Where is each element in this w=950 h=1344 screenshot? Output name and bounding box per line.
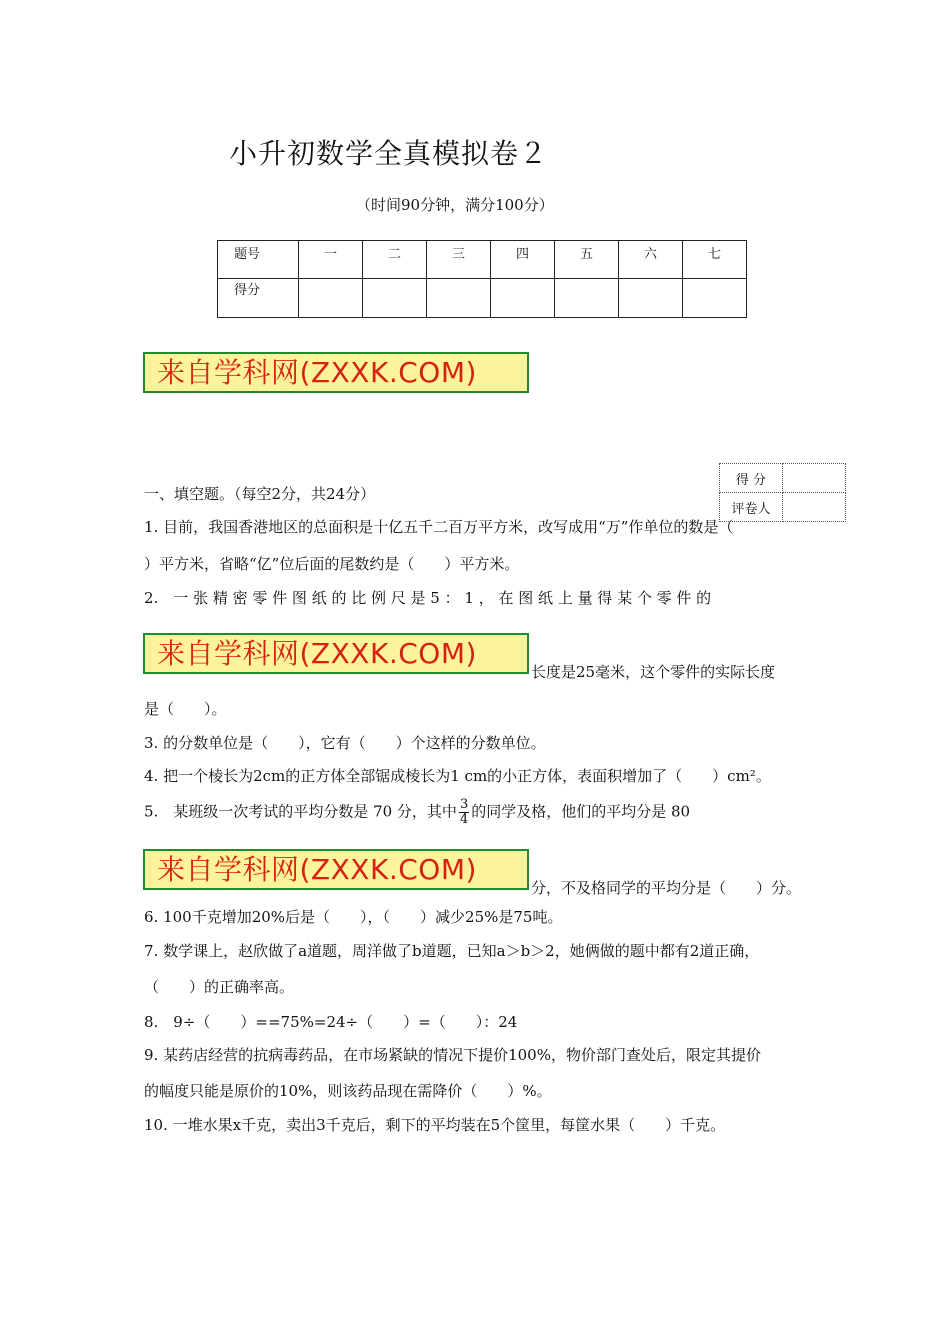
- grader-score-label: 得 分: [720, 464, 783, 493]
- watermark-banner: 来自学科网(ZXXK.COM): [143, 633, 529, 674]
- page-subtitle: （时间90分钟，满分100分）: [356, 196, 554, 214]
- score-cell: [491, 279, 555, 318]
- grader-name-cell: [783, 493, 846, 522]
- score-table-score-row: [218, 279, 747, 318]
- question-5-text-before: 5. 某班级一次考试的平均分数是 70 分，其中: [144, 802, 457, 821]
- question-9-line-2: 的幅度只能是原价的10%，则该药品现在需降价（ ）%。: [144, 1082, 552, 1100]
- grader-name-label: 评卷人: [720, 493, 783, 522]
- watermark-banner: 来自学科网(ZXXK.COM): [143, 352, 529, 393]
- score-table: [217, 240, 747, 318]
- fraction-three-quarters: [459, 798, 469, 827]
- question-3: 3. 的分数单位是（ ），它有（ ）个这样的分数单位。: [144, 734, 546, 752]
- question-2-line-1: 2. 一 张 精 密 零 件 图 纸 的 比 例 尺 是 5 ： 1 ， 在 图 纸 上 量 得 某 个 零 件 的: [144, 589, 712, 607]
- score-cell: [555, 279, 619, 318]
- score-table-row2-label: 得分: [218, 279, 299, 318]
- question-4: 4. 把一个棱长为2cm的正方体全部锯成棱长为1 cm的小正方体，表面积增加了（ ）cm²。: [144, 767, 771, 785]
- question-2-line-2: 长度是25毫米，这个零件的实际长度: [531, 663, 776, 681]
- question-8: 8. 9÷（ ）==75%=24÷（ ）=（ ）：24: [144, 1013, 518, 1031]
- question-5-text-after: 的同学及格，他们的平均分是 80: [471, 802, 691, 821]
- fraction-denominator: 4: [459, 812, 469, 827]
- question-1-line-1: 1. 目前，我国香港地区的总面积是十亿五千二百万平方米，改写成用“万”作单位的数是（: [144, 518, 734, 536]
- question-5-line-1: [144, 798, 690, 827]
- score-table-col-1: 一: [299, 241, 363, 279]
- score-cell: [619, 279, 683, 318]
- question-5-line-2: 分，不及格同学的平均分是（ ）分。: [531, 879, 802, 897]
- grader-score-cell: [783, 464, 846, 493]
- score-cell: [683, 279, 747, 318]
- fraction-numerator: 3: [459, 797, 469, 812]
- score-table-col-4: 四: [491, 241, 555, 279]
- score-table-row1-label: 题号: [218, 241, 299, 279]
- question-7-line-1: 7. 数学课上，赵欣做了a道题，周洋做了b道题，已知a＞b＞2，她俩做的题中都有2道正确，: [144, 942, 760, 960]
- question-10: 10. 一堆水果x千克，卖出3千克后，剩下的平均装在5个筐里，每筐水果（ ）千克。: [144, 1116, 726, 1134]
- question-1-line-2: ）平方米，省略“亿”位后面的尾数约是（ ）平方米。: [144, 555, 520, 573]
- score-cell: [427, 279, 491, 318]
- score-table-header-row: [218, 241, 747, 279]
- section-heading: 一、填空题。（每空2分，共24分）: [144, 485, 376, 503]
- score-table-col-2: 二: [363, 241, 427, 279]
- grader-box: [719, 463, 846, 522]
- score-cell: [363, 279, 427, 318]
- score-table-col-7: 七: [683, 241, 747, 279]
- score-table-col-6: 六: [619, 241, 683, 279]
- score-table-col-3: 三: [427, 241, 491, 279]
- score-cell: [299, 279, 363, 318]
- question-2-line-3: 是（ ）。: [144, 700, 227, 718]
- question-6: 6. 100千克增加20%后是（ ），（ ）减少25%是75吨。: [144, 908, 563, 926]
- page-title: 小升初数学全真模拟卷２: [229, 137, 549, 170]
- question-9-line-1: 9. 某药店经营的抗病毒药品，在市场紧缺的情况下提价100%，物价部门查处后，限定其提价: [144, 1046, 761, 1064]
- score-table-col-5: 五: [555, 241, 619, 279]
- watermark-banner: 来自学科网(ZXXK.COM): [143, 849, 529, 890]
- question-7-line-2: （ ）的正确率高。: [144, 978, 295, 996]
